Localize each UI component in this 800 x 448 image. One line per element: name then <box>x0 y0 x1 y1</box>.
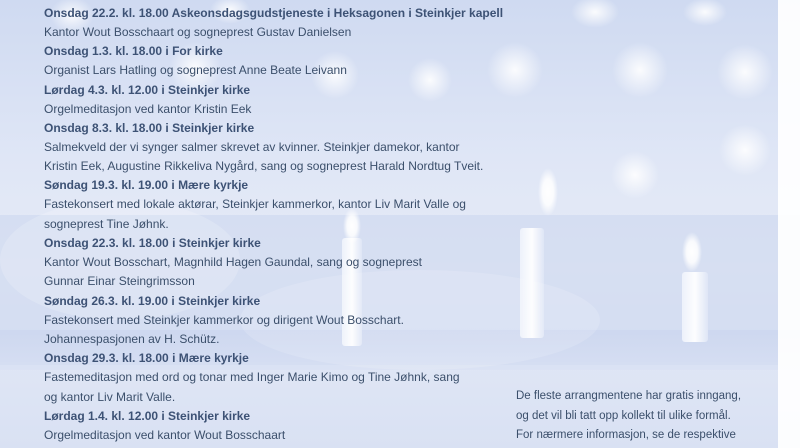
event-description: Kristin Eek, Augustine Rikkeliva Nygård, sang og sogneprest Harald Nordtug Tveit. <box>44 159 484 174</box>
event-description: Organist Lars Hatling og sogneprest Anne Beate Leivann <box>44 63 347 78</box>
info-text-line: For nærmere informasjon, se de respektive <box>516 429 736 441</box>
event-title: Lørdag 4.3. kl. 12.00 i Steinkjer kirke <box>44 82 251 97</box>
event-description: Fastekonsert med lokale aktørar, Steinkjer kammerkor, kantor Liv Marit Valle og <box>44 197 466 212</box>
event-title: Onsdag 22.2. kl. 18.00 Askeonsdagsgudstjeneste i Heksagonen i Steinkjer kapell <box>44 6 504 20</box>
event-description: Fastekonsert med Steinkjer kammerkor og dirigent Wout Bosschart. <box>44 312 404 327</box>
event-description: sogneprest Tine Jøhnk. <box>44 216 169 231</box>
event-title: Søndag 19.3. kl. 19.00 i Mære kyrkje <box>44 178 249 193</box>
event-description: Fastemeditasjon med ord og tonar med Inger Marie Kimo og Tine Jøhnk, sang <box>44 370 460 385</box>
info-box <box>516 387 786 446</box>
event-title: Søndag 26.3. kl. 19.00 i Steinkjer kirke <box>44 293 261 308</box>
event-description: Johannespasjonen av H. Schütz. <box>44 331 220 346</box>
event-description: og kantor Liv Marit Valle. <box>44 389 176 404</box>
event-description: Orgelmeditasjon ved kantor Kristin Eek <box>44 101 252 116</box>
event-title: Lørdag 1.4. kl. 12.00 i Steinkjer kirke <box>44 408 251 423</box>
event-title: Onsdag 1.3. kl. 18.00 i For kirke <box>44 44 223 59</box>
event-list <box>44 4 514 445</box>
event-description: Gunnar Einar Steingrimsson <box>44 274 195 289</box>
event-title: Onsdag 22.3. kl. 18.00 i Steinkjer kirke <box>44 236 261 251</box>
event-description: Salmekveld der vi synger salmer skrevet av kvinner. Steinkjer damekor, kantor <box>44 139 460 154</box>
info-text-line: og det vil bli tatt opp kollekt til ulike formål. <box>516 409 731 422</box>
info-text-line: De fleste arrangmentene har gratis inngang, <box>516 390 742 402</box>
event-description: Orgelmeditasjon ved kantor Wout Bosschaart <box>44 427 286 442</box>
event-title: Onsdag 8.3. kl. 18.00 i Steinkjer kirke <box>44 120 255 135</box>
event-title: Onsdag 29.3. kl. 18.00 i Mære kyrkje <box>44 351 249 366</box>
page-edge <box>778 0 800 448</box>
event-description: Kantor Wout Bosschart, Magnhild Hagen Gaundal, sang og sogneprest <box>44 255 423 270</box>
event-description: Kantor Wout Bosschaart og sogneprest Gustav Danielsen <box>44 25 352 39</box>
